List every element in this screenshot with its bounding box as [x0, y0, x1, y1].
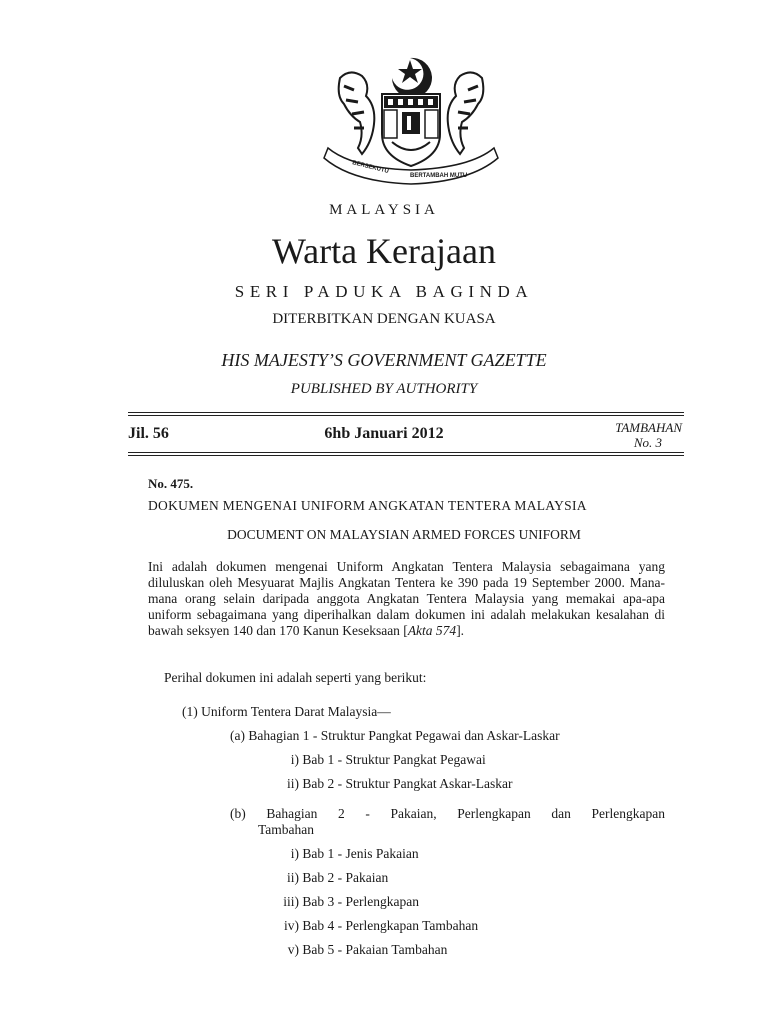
outline-part-b — [230, 806, 665, 822]
volume-number: Jil. 56 — [128, 425, 169, 442]
gazette-title: Warta Kerajaan — [272, 231, 496, 271]
chapter-text: Bab 3 - Perlengkapan — [302, 894, 419, 909]
document-title-en: DOCUMENT ON MALAYSIAN ARMED FORCES UNIFORM — [227, 527, 581, 542]
country-name: MALAYSIA — [329, 202, 439, 218]
chapter-text: Bab 1 - Struktur Pangkat Pegawai — [302, 752, 486, 767]
chapter-marker: ii) — [287, 870, 299, 885]
supplement-title: TAMBAHAN — [615, 420, 682, 435]
header-rule-top — [128, 412, 684, 413]
coat-of-arms-emblem — [322, 56, 500, 186]
part-text: Bahagian 1 - Struktur Pangkat Pegawai dan Askar-Laskar — [248, 728, 560, 743]
crest-motto-left: BERSEKUTU — [351, 160, 390, 175]
chapter-text: Bab 5 - Pakaian Tambahan — [302, 942, 448, 957]
chapter-line — [253, 870, 388, 886]
chapter-marker: iv) — [284, 918, 299, 933]
document-title-ms: DOKUMEN MENGENAI UNIFORM ANGKATAN TENTERA MALAYSIA — [148, 498, 587, 513]
part-text-line2: Tambahan — [258, 822, 315, 837]
issue-date: 6hb Januari 2012 — [324, 425, 444, 442]
crest-motto-right: BERTAMBAH MUTU — [410, 173, 468, 179]
chapter-text: Bab 1 - Jenis Pakaian — [302, 846, 419, 861]
supplement-number: No. 3 — [633, 435, 662, 450]
item-text: Uniform Tentera Darat Malaysia— — [201, 704, 391, 719]
chapter-marker: iii) — [283, 894, 299, 909]
chapter-text: Bab 2 - Struktur Pangkat Askar-Laskar — [302, 776, 513, 791]
item-marker: (1) — [182, 704, 198, 719]
outline-item-1 — [182, 704, 391, 720]
chapter-marker: i) — [290, 846, 299, 861]
part-marker: (b) — [230, 806, 246, 821]
outline-part-a — [230, 728, 560, 744]
header-rule-bottom-inner — [128, 455, 684, 456]
chapter-line — [253, 776, 512, 792]
chapter-marker: v) — [287, 942, 299, 957]
chapter-text: Bab 2 - Pakaian — [302, 870, 389, 885]
main-paragraph — [148, 559, 665, 639]
chapter-text: Bab 4 - Perlengkapan Tambahan — [302, 918, 479, 933]
authority-line-ms: DITERBITKAN DENGAN KUASA — [272, 311, 496, 327]
chapter-line — [253, 846, 419, 862]
chapter-marker: ii) — [287, 776, 299, 791]
chapter-marker: i) — [290, 752, 299, 767]
chapter-line — [253, 752, 486, 768]
gazette-subtitle: SERI PADUKA BAGINDA — [234, 282, 534, 301]
main-paragraph-end: ]. — [456, 623, 465, 638]
intro-line: Perihal dokumen ini adalah seperti yang berikut: — [164, 670, 427, 685]
supplement-label — [560, 420, 682, 450]
act-reference: Akta 574 — [407, 623, 457, 638]
part-marker: (a) — [230, 728, 245, 743]
gazette-title-en: HIS MAJESTY’S GOVERNMENT GAZETTE — [221, 350, 547, 370]
part-text-line1: Bahagian 2 - Pakaian, Perlengkapan dan Perlengkapan — [266, 806, 665, 821]
chapter-line — [253, 942, 447, 958]
chapter-line — [253, 894, 419, 910]
notice-number: No. 475. — [148, 476, 194, 491]
header-rule-bottom — [128, 452, 684, 453]
authority-line-en: PUBLISHED BY AUTHORITY — [290, 381, 478, 397]
chapter-line — [253, 918, 478, 934]
main-paragraph-text: Ini adalah dokumen mengenai Uniform Angkatan Tentera Malaysia sebagaimana yang diluluskan oleh Mesyuarat Majlis Angkatan Tentera ke 390 pada 19 September 2000. Mana-mana orang selain daripada anggota Angkatan Tentera Malaysia yang memakai apa-apa uniform sebagaimana yang diperihalkan dalam dokumen ini adalah melakukan kesalahan di bawah seksyen 140 dan 170 Kanun Keseksaan [ — [148, 559, 665, 638]
header-rule-top-inner — [128, 415, 684, 416]
